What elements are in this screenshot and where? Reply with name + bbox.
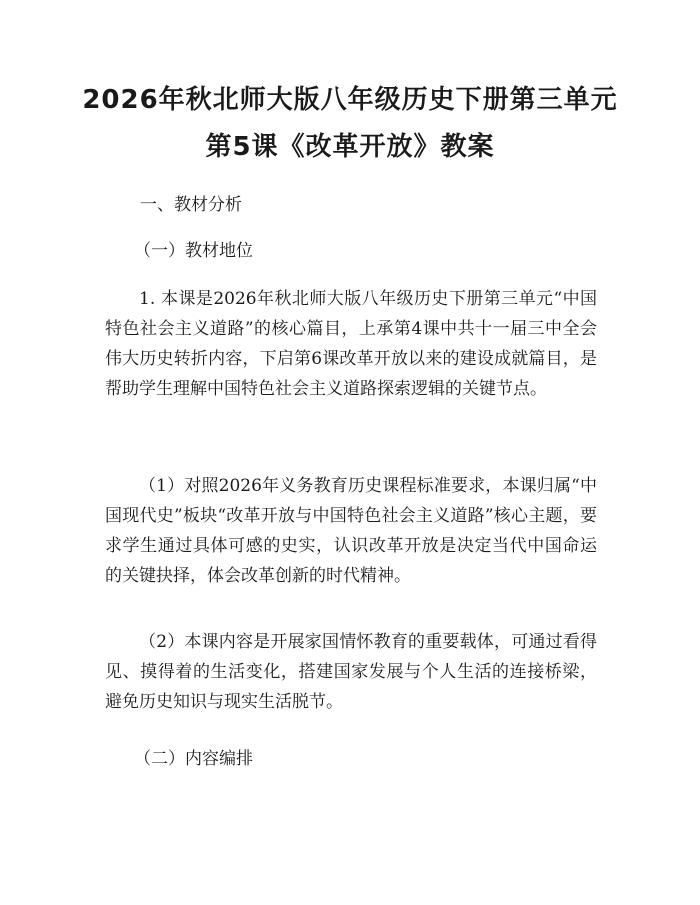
section-heading-teaching-material-analysis: 一、教材分析 <box>140 195 242 215</box>
document-title-line-1: 2026年秋北师大版八年级历史下册第三单元 <box>82 85 618 115</box>
paragraph-patriotism-education: （2）本课内容是开展家国情怀教育的重要载体，可通过看得见、摸得着的生活变化，搭建国家发展与个人生活的连接桥梁，避免历史知识与现实生活脱节。 <box>105 632 597 712</box>
paragraph-lesson-position: 1. 本课是2026年秋北师大版八年级历史下册第三单元“中国特色社会主义道路”的核心篇目，上承第4课中共十一届三中全会伟大历史转折内容，下启第6课改革开放以来的建设成就篇目，是帮助学生理解中国特色社会主义道路探索逻辑的关键节点。 <box>105 289 597 399</box>
paragraph-curriculum-standard: （1）对照2026年义务教育历史课程标准要求，本课归属“中国现代史”板块“改革开放与中国特色社会主义道路”核心主题，要求学生通过具体可感的史实，认识改革开放是决定当代中国命运的关键抉择，体会改革创新的时代精神。 <box>105 476 597 586</box>
subsection-heading-content-arrangement: （二）内容编排 <box>134 749 253 769</box>
document-title-line-2: 第5课《改革开放》教案 <box>205 132 495 162</box>
subsection-heading-material-position: （一）教材地位 <box>134 241 253 261</box>
